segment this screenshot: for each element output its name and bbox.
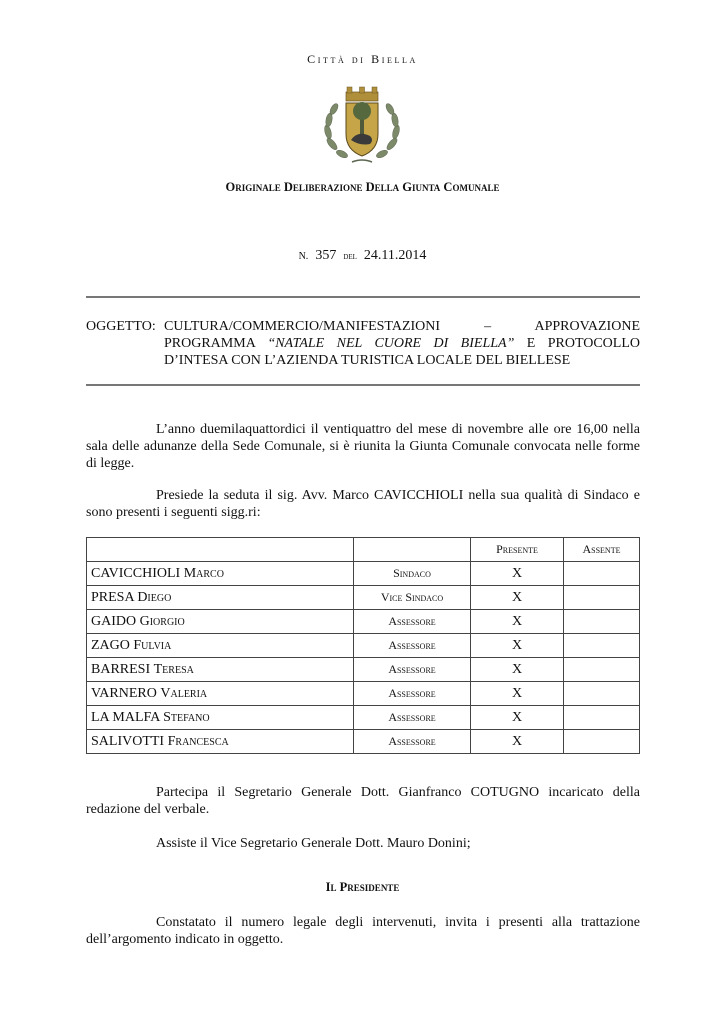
opening-paragraph: L’anno duemilaquattordici il ventiquattro del mese di novembre alle ore 16,00 nella sala delle adunanze della Sede Comunale, si è riunita la Giunta Comunale convocata nelle forme di legge. bbox=[86, 422, 640, 471]
subject-block bbox=[86, 318, 640, 369]
del-label: del bbox=[343, 251, 357, 262]
chair-paragraph: Presiede la seduta il sig. Avv. Marco CAVICCHIOLI nella sua qualità di Sindaco e sono presenti i seguenti sigg.ri: bbox=[86, 488, 640, 520]
absent-mark-cell bbox=[564, 706, 640, 730]
member-name-cell bbox=[87, 562, 354, 586]
header-absent-cell: Assente bbox=[564, 538, 640, 562]
subject-text bbox=[164, 318, 640, 369]
absent-mark-cell bbox=[564, 682, 640, 706]
member-name-cell bbox=[87, 658, 354, 682]
header-present-cell: Presente bbox=[471, 538, 564, 562]
subject-label: OGGETTO: bbox=[86, 319, 156, 334]
member-role-cell: Assessore bbox=[354, 634, 471, 658]
deliberation-number bbox=[0, 248, 725, 264]
member-name-cell bbox=[87, 610, 354, 634]
quorum-paragraph: Constatato il numero legale degli intervenuti, invita i presenti alla trattazione dell’argomento indicato in oggetto. bbox=[86, 915, 640, 947]
table-row bbox=[87, 706, 640, 730]
member-surname: SALIVOTTI bbox=[91, 733, 165, 749]
member-given-name: Fulvia bbox=[133, 637, 172, 653]
subject-part-1: CULTURA/COMMERCIO/MANIFESTAZIONI – APPROVAZIONE PROGRAMMA bbox=[164, 319, 640, 351]
present-mark-cell: X bbox=[471, 610, 564, 634]
subject-program-title: “NATALE NEL CUORE DI BIELLA” bbox=[267, 336, 515, 351]
member-given-name: Marco bbox=[183, 565, 224, 581]
absent-mark-cell bbox=[564, 586, 640, 610]
president-heading: Il Presidente bbox=[325, 880, 400, 894]
table-row bbox=[87, 562, 640, 586]
member-role-cell: Sindaco bbox=[354, 562, 471, 586]
member-role-cell: Assessore bbox=[354, 682, 471, 706]
member-role-cell: Assessore bbox=[354, 658, 471, 682]
member-given-name: Teresa bbox=[153, 661, 194, 677]
member-given-name: Francesca bbox=[167, 733, 229, 749]
member-role-cell: Assessore bbox=[354, 730, 471, 754]
divider-top bbox=[86, 296, 640, 298]
table-row bbox=[87, 634, 640, 658]
table-row bbox=[87, 586, 640, 610]
absent-mark-cell bbox=[564, 610, 640, 634]
absent-mark-cell bbox=[564, 658, 640, 682]
absent-mark-cell bbox=[564, 634, 640, 658]
member-name-cell bbox=[87, 634, 354, 658]
absent-mark-cell bbox=[564, 730, 640, 754]
member-role-cell: Assessore bbox=[354, 610, 471, 634]
member-surname: ZAGO bbox=[91, 637, 130, 653]
document-title: Originale Deliberazione Della Giunta Comunale bbox=[225, 180, 500, 194]
coat-of-arms-icon bbox=[318, 82, 406, 170]
member-given-name: Stefano bbox=[163, 709, 210, 725]
present-mark-cell: X bbox=[471, 634, 564, 658]
member-name-cell bbox=[87, 682, 354, 706]
number-prefix: N. bbox=[298, 251, 309, 262]
table-row bbox=[87, 610, 640, 634]
member-name-cell bbox=[87, 730, 354, 754]
divider-bottom bbox=[86, 384, 640, 386]
table-row bbox=[87, 730, 640, 754]
member-given-name: Giorgio bbox=[139, 613, 185, 629]
present-mark-cell: X bbox=[471, 562, 564, 586]
member-surname: GAIDO bbox=[91, 613, 137, 629]
header-name-cell bbox=[87, 538, 354, 562]
subject-part-2: E PROTOCOLLO D’INTESA CON L’AZIENDA TURISTICA LOCALE DEL BIELLESE bbox=[164, 336, 641, 368]
present-mark-cell: X bbox=[471, 658, 564, 682]
vice-secretary-paragraph: Assiste il Vice Segretario Generale Dott. Mauro Donini; bbox=[156, 836, 471, 851]
present-mark-cell: X bbox=[471, 586, 564, 610]
member-name-cell bbox=[87, 586, 354, 610]
table-row bbox=[87, 682, 640, 706]
member-given-name: Diego bbox=[137, 589, 172, 605]
present-mark-cell: X bbox=[471, 682, 564, 706]
member-surname: CAVICCHIOLI bbox=[91, 565, 181, 581]
attendance-table bbox=[86, 537, 640, 754]
member-given-name: Valeria bbox=[160, 685, 208, 701]
member-name-cell bbox=[87, 706, 354, 730]
absent-mark-cell bbox=[564, 562, 640, 586]
table-header-row bbox=[87, 538, 640, 562]
present-mark-cell: X bbox=[471, 706, 564, 730]
member-surname: BARRESI bbox=[91, 661, 151, 677]
member-surname: LA MALFA bbox=[91, 709, 160, 725]
member-role-cell: Vice Sindaco bbox=[354, 586, 471, 610]
city-name: Città di Biella bbox=[307, 52, 418, 66]
member-role-cell: Assessore bbox=[354, 706, 471, 730]
header-role-cell bbox=[354, 538, 471, 562]
secretary-paragraph: Partecipa il Segretario Generale Dott. Gianfranco COTUGNO incaricato della redazione del verbale. bbox=[86, 785, 640, 817]
number-value: 357 bbox=[315, 248, 337, 263]
present-mark-cell: X bbox=[471, 730, 564, 754]
member-surname: PRESA bbox=[91, 589, 134, 605]
table-row bbox=[87, 658, 640, 682]
deliberation-date: 24.11.2014 bbox=[363, 248, 427, 263]
member-surname: VARNERO bbox=[91, 685, 157, 701]
